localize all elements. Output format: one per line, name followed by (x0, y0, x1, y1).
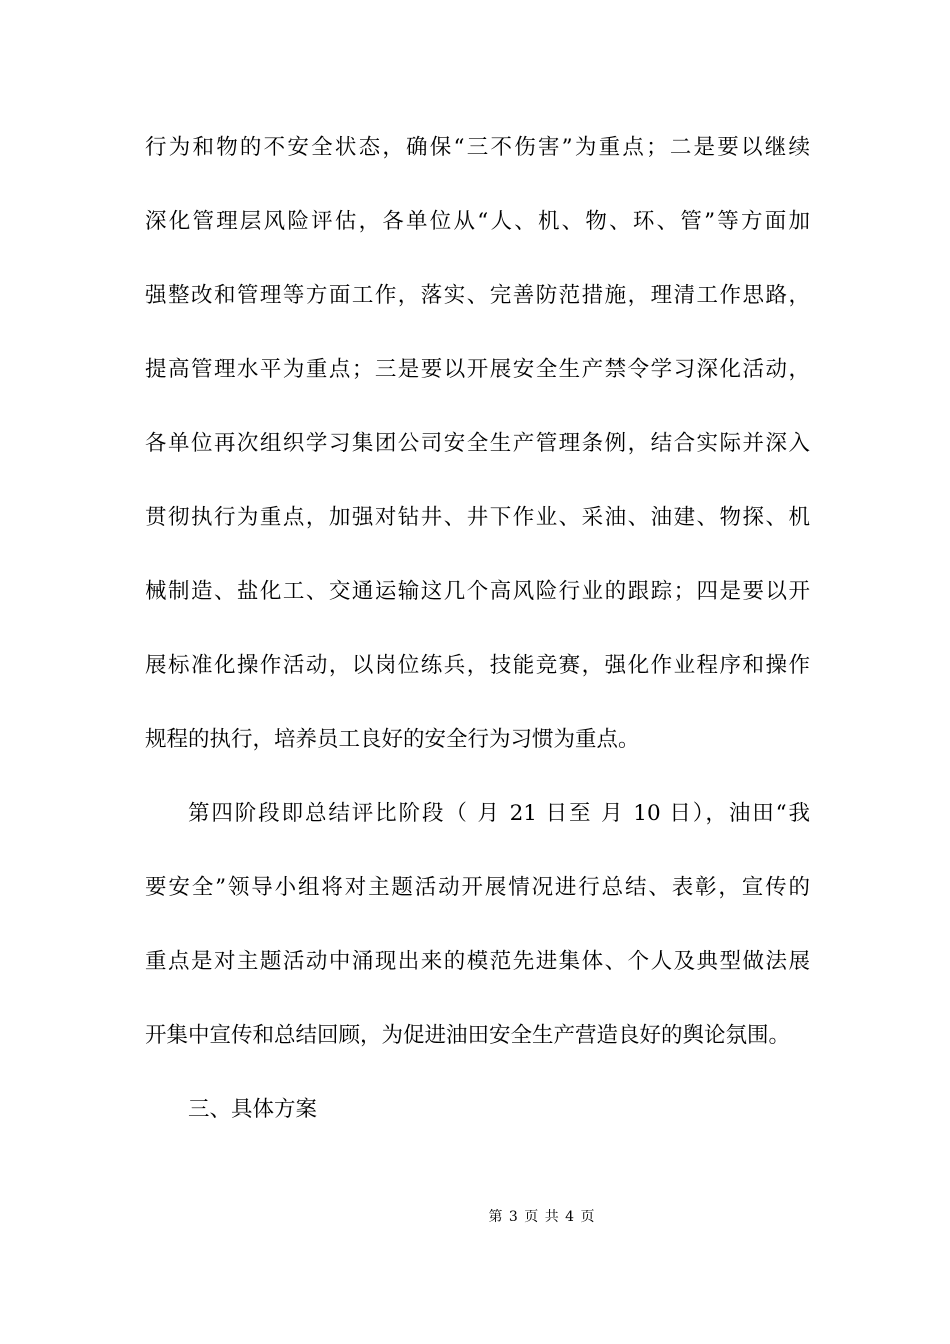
text-line: 重点是对主题活动中涌现出来的模范先进集体、个人及典型做法展 (145, 949, 810, 974)
text-line: 第四阶段即总结评比阶段（ 月 21 日至 月 10 日），油田“我 (188, 801, 810, 826)
section-heading: 三、具体方案 (188, 1097, 318, 1122)
text-line: 规程的执行，培养员工良好的安全行为习惯为重点。 (145, 727, 640, 752)
text-line: 强整改和管理等方面工作，落实、完善防范措施，理清工作思路， (145, 283, 810, 308)
text-line: 械制造、盐化工、交通运输这几个高风险行业的跟踪；四是要以开 (145, 579, 810, 604)
text-line: 各单位再次组织学习集团公司安全生产管理条例，结合实际并深入 (145, 431, 810, 456)
text-line: 展标准化操作活动，以岗位练兵，技能竞赛，强化作业程序和操作 (145, 653, 810, 678)
text-line: 深化管理层风险评估，各单位从“人、机、物、环、管”等方面加 (145, 209, 810, 234)
document-body (145, 133, 810, 1169)
text-line: 要安全”领导小组将对主题活动开展情况进行总结、表彰，宣传的 (145, 875, 810, 900)
text-line: 提高管理水平为重点；三是要以开展安全生产禁令学习深化活动， (145, 357, 810, 382)
page-number-footer: 第 3 页 共 4 页 (488, 1209, 596, 1225)
text-line: 行为和物的不安全状态，确保“三不伤害”为重点；二是要以继续 (145, 135, 810, 160)
text-line: 开集中宣传和总结回顾，为促进油田安全生产营造良好的舆论氛围。 (145, 1023, 791, 1048)
text-line: 贯彻执行为重点，加强对钻井、井下作业、采油、油建、物探、机 (145, 505, 810, 530)
paragraph-1 (145, 133, 810, 755)
paragraph-2 (145, 799, 810, 1051)
